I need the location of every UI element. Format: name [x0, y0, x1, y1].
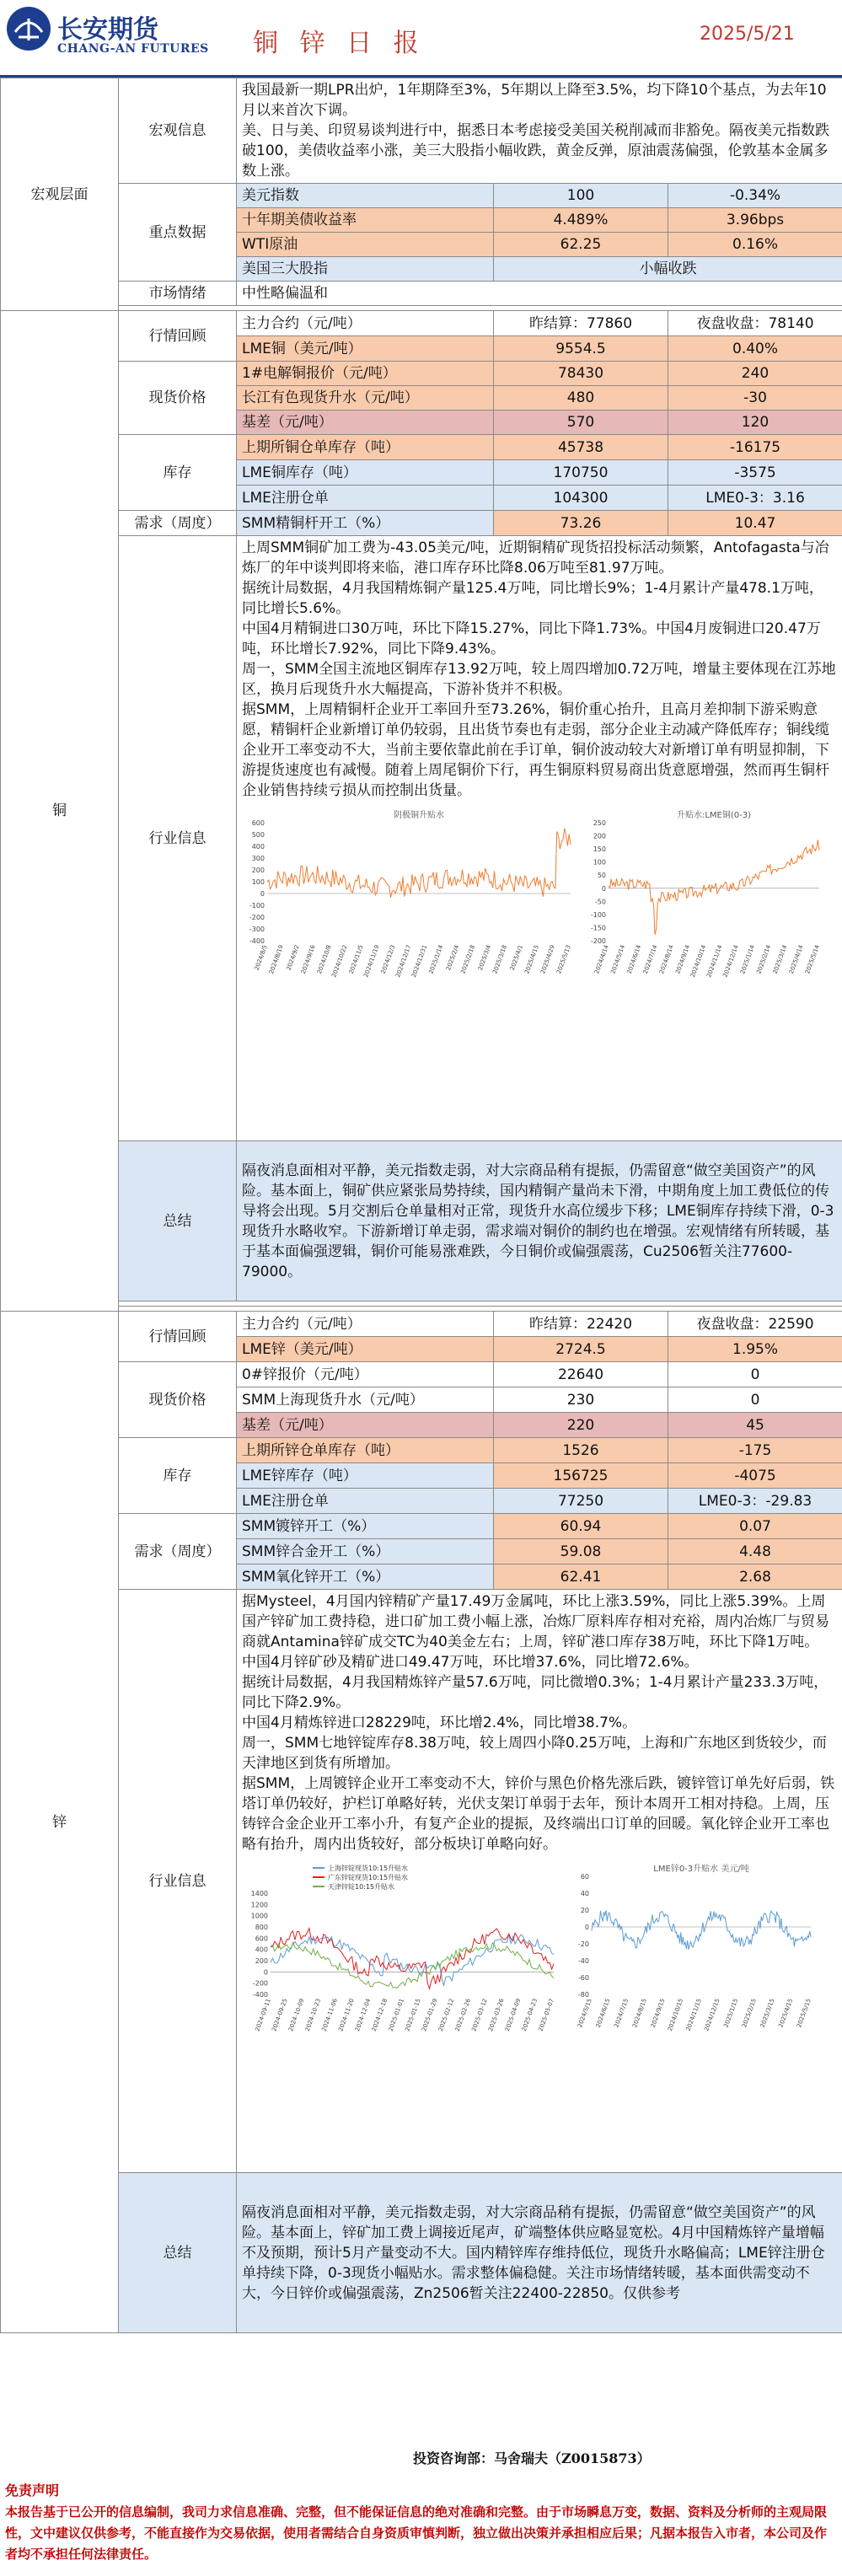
- x-tick-label: 2025-04-09: [503, 1997, 523, 2032]
- x-tick-label: 2025-01-15: [404, 1997, 422, 2032]
- x-tick-label: 2024-10-23: [303, 1997, 323, 2032]
- y-tick-label: -200: [249, 914, 265, 921]
- x-tick-label: 2024/9/2: [285, 943, 301, 972]
- key-row-value: 100: [494, 184, 668, 208]
- copper-industry-label: 行业信息: [119, 536, 237, 1141]
- x-tick-label: 2024/8/5: [253, 943, 269, 972]
- x-tick-label: 2024-12-04: [354, 1997, 373, 2032]
- x-tick-label: 2025-02-12: [437, 1997, 456, 2032]
- x-tick-label: 2024/12/14: [721, 943, 740, 979]
- zinc-industry-para: 周一，SMM七地锌锭库存8.38万吨，较上周四小降0.25万吨，上海和广东地区到货较少，而天津地区到货有所增加。: [242, 1735, 827, 1772]
- lme-copper-spread-chart-svg: [583, 806, 823, 1000]
- y-tick-label: -40: [577, 1957, 589, 1965]
- y-tick-label: -20: [577, 1940, 589, 1948]
- legend-label: 广东锌锭现货10:15升贴水: [328, 1874, 409, 1881]
- zinc-lme-name: LME锌（美元/吨）: [237, 1337, 494, 1362]
- y-tick-label: 100: [251, 878, 265, 886]
- y-tick-label: 600: [255, 1935, 268, 1943]
- zinc-spot-change: 0: [668, 1387, 842, 1413]
- x-tick-label: 2025/5/15: [796, 1997, 813, 2029]
- zinc-inv-change: LME0-3：-29.83: [668, 1489, 842, 1514]
- copper-inventory-label: 库存: [119, 435, 237, 511]
- copper-inv-change: -16175: [668, 435, 842, 460]
- zinc-inv-name: LME注册仓单: [237, 1489, 494, 1514]
- copper-demand-label: 需求（周度）: [119, 511, 237, 536]
- copper-industry-para: 上周SMM铜矿加工费为-43.05美元/吨，近期铜精矿现货招投标活动频繁，Antofagasta与冶炼厂的年中谈判即将来临，港口库存环比降8.06万吨至81.97万吨。: [242, 539, 829, 577]
- lme-zinc-spread-chart: [566, 1860, 819, 2062]
- legend-label: 天津锌锭10:15升贴水: [328, 1883, 395, 1891]
- y-tick-label: -50: [594, 898, 606, 906]
- x-tick-label: 2024/8/15: [631, 1997, 648, 2029]
- x-tick-label: 2025/2/14: [755, 943, 773, 975]
- logo-emblem-icon: [7, 7, 51, 51]
- copper-night-close: 夜盘收盘：78140: [668, 311, 842, 336]
- x-tick-label: 2024/6/14: [625, 943, 643, 975]
- y-tick-label: 1000: [250, 1912, 268, 1920]
- x-tick-label: 2025-01-29: [421, 1997, 439, 2032]
- key-row-name: 美国三大股指: [237, 257, 494, 282]
- copper-demand-change: 10.47: [668, 511, 842, 536]
- x-tick-label: 2024/6/15: [594, 1997, 612, 2029]
- zinc-inv-value: 1526: [494, 1438, 668, 1463]
- y-tick-label: 0: [260, 890, 265, 898]
- report-table: [0, 78, 842, 2333]
- zinc-inv-value: 77250: [494, 1489, 668, 1514]
- report-footer: [0, 2441, 842, 2576]
- y-tick-label: 200: [251, 867, 265, 874]
- zinc-industry-para: 据Mysteel，4月国内锌精矿产量17.49万金属吨，环比上涨3.59%，同比上涨5.39%。上周国产锌矿加工费持稳，进口矿加工费小幅上涨，冶炼厂原料库存相对充裕，周内冶炼厂与贸易商就Antamina锌矿成交TC为40美金左右；上周，锌矿港口库存38万吨，环比下降1万吨。: [242, 1593, 829, 1650]
- zinc-demand-value: 62.41: [494, 1564, 668, 1590]
- legend-label: 上海锌锭现货10:15升贴水: [328, 1865, 409, 1872]
- zinc-industry-para: 据SMM，上周镀锌企业开工率变动不大，锌价与黑色价格先涨后跌，镀锌管订单先好后弱，铁塔订单仍较好，护栏订单略好转，光伏支架订单弱于去年，预计本周开工相对持稳。上周，压铸锌合金企业开工率小升，有复产企业的提振，及终端出口订单的回暖。氧化锌企业开工率也略有抬升，周内出货较好，部分板块订单略向好。: [242, 1775, 835, 1853]
- y-tick-label: 100: [593, 858, 606, 867]
- zinc-main-contract: 主力合约（元/吨）: [237, 1312, 494, 1337]
- zinc-industry-label: 行业信息: [119, 1590, 237, 2173]
- zinc-basis-value: 220: [494, 1413, 668, 1438]
- copper-inv-value: 45738: [494, 435, 668, 460]
- series-line: [609, 840, 819, 935]
- copper-premium-chart-svg: [242, 806, 579, 1000]
- zinc-demand-name: SMM镀锌开工（%）: [237, 1514, 494, 1539]
- copper-premium-chart: [242, 806, 579, 1000]
- x-tick-label: 2024/10/14: [689, 943, 708, 979]
- copper-basis-name: 基差（元/吨）: [237, 411, 494, 435]
- copper-quote-label: 行情回顾: [119, 311, 237, 362]
- macro-info-label: 宏观信息: [119, 78, 237, 184]
- x-tick-label: 2025/4/15: [523, 943, 540, 975]
- x-tick-label: 2025-01-01: [387, 1997, 405, 2032]
- zinc-demand-value: 59.08: [494, 1539, 668, 1564]
- zinc-industry-text: [237, 1590, 842, 2173]
- series-line: [592, 1910, 811, 1950]
- y-tick-label: -400: [252, 1991, 268, 1999]
- y-tick-label: 300: [251, 855, 265, 862]
- zinc-quote-label: 行情回顾: [119, 1312, 237, 1362]
- zinc-spot-label: 现货价格: [119, 1362, 237, 1438]
- x-tick-label: 2025-03-26: [487, 1997, 506, 2032]
- copper-spot-value: 78430: [494, 362, 668, 386]
- zinc-section-label: 锌: [1, 1312, 119, 2333]
- y-tick-label: 0: [263, 1968, 268, 1977]
- x-tick-label: 2024/11/19: [362, 943, 381, 979]
- x-tick-label: 2025/4/1: [508, 943, 525, 972]
- zinc-industry-para: 据统计局数据，4月我国精炼锌产量57.6万吨，同比微增0.3%；1-4月累计产量233.3万吨，同比下降2.9%。: [242, 1674, 829, 1711]
- zinc-basis-name: 基差（元/吨）: [237, 1413, 494, 1438]
- key-row-value: 小幅收跌: [494, 257, 842, 282]
- x-tick-label: 2024/11/14: [705, 943, 724, 979]
- copper-spot-label: 现货价格: [119, 362, 237, 435]
- x-tick-label: 2025/1/14: [739, 943, 756, 975]
- x-tick-label: 2025-05-07: [537, 1997, 555, 2032]
- key-row-name: 美元指数: [237, 184, 494, 208]
- x-tick-label: 2024/5/15: [577, 1997, 593, 2029]
- x-tick-label: 2025-04-23: [520, 1997, 539, 2032]
- y-tick-label: 0: [601, 884, 606, 893]
- copper-inv-value: 104300: [494, 486, 668, 511]
- sentiment-value: 中性略偏温和: [237, 282, 842, 306]
- x-tick-label: 2024/11/5: [347, 943, 365, 975]
- y-tick-label: 400: [251, 843, 265, 851]
- copper-industry-para: 据SMM，上周精铜杆企业开工率回升至73.26%，铜价重心抬升，且高月差抑制下游采购意愿，精铜杆企业新增订单仍较弱，且出货节奏也有走弱，部分企业主动减产降低库存；铜线缆企业开工率变动不大，当前主要依靠此前在手订单，铜价波动较大对新增订单有明显抑制，下游提货速度也有减慢。随着上周尾铜价下行，再生铜原料贸易商出货意愿增强，然而再生铜杆企业销售持续亏损从而控制出货量。: [242, 701, 829, 799]
- zinc-premium-chart: [242, 1860, 562, 2062]
- y-tick-label: 500: [251, 831, 265, 839]
- macro-section-label: 宏观层面: [1, 78, 119, 311]
- zinc-night-close: 夜盘收盘：22590: [668, 1312, 842, 1337]
- x-tick-label: 2024/9/16: [299, 943, 317, 975]
- lme-copper-spread-chart: [583, 806, 823, 1000]
- y-tick-label: 1400: [250, 1890, 268, 1897]
- x-tick-label: 2024-09-25: [271, 1997, 289, 2032]
- y-tick-label: 60: [580, 1873, 589, 1881]
- zinc-inv-value: 156725: [494, 1463, 668, 1489]
- copper-main-contract: 主力合约（元/吨）: [237, 311, 494, 336]
- y-tick-label: 0: [584, 1924, 589, 1931]
- x-tick-label: 2025/4/15: [777, 1997, 795, 2029]
- copper-inv-name: LME注册仓单: [237, 486, 494, 511]
- chart-title: LME锌0-3升贴水 美元/吨: [653, 1865, 749, 1874]
- zinc-spot-name: 0#锌报价（元/吨）: [237, 1362, 494, 1387]
- key-row-name: 十年期美债收益率: [237, 208, 494, 233]
- report-header: [0, 0, 842, 78]
- copper-inv-name: 上期所铜仓单库存（吨）: [237, 435, 494, 460]
- series-line: [267, 829, 571, 898]
- company-logo-icon: [7, 7, 51, 51]
- lme-zinc-spread-chart-svg: [566, 1860, 819, 2062]
- zinc-inventory-label: 库存: [119, 1438, 237, 1514]
- zinc-spot-name: SMM上海现货升水（元/吨）: [237, 1387, 494, 1413]
- zinc-inv-change: -4075: [668, 1463, 842, 1489]
- y-tick-label: 600: [251, 819, 265, 827]
- y-tick-label: 150: [593, 845, 606, 854]
- zinc-demand-change: 4.48: [668, 1539, 842, 1564]
- zinc-demand-name: SMM氧化锌开工（%）: [237, 1564, 494, 1590]
- x-tick-label: 2024/9/14: [674, 943, 692, 975]
- copper-spot-change: -30: [668, 386, 842, 411]
- y-tick-label: 20: [580, 1907, 589, 1914]
- zinc-spot-value: 230: [494, 1387, 668, 1413]
- y-tick-label: 800: [255, 1924, 268, 1931]
- zinc-basis-change: 45: [668, 1413, 842, 1438]
- copper-lme-price: 9554.5: [494, 336, 668, 362]
- x-tick-label: 2025-02-26: [453, 1997, 473, 2032]
- x-tick-label: 2025/4/29: [539, 943, 556, 975]
- copper-industry-para: 据统计局数据，4月我国精炼铜产量125.4万吨，同比增长9%；1-4月累计产量478.1万吨，同比增长5.6%。: [242, 580, 823, 617]
- x-tick-label: 2024/7/14: [641, 943, 659, 975]
- x-tick-label: 2025/2/15: [741, 1997, 758, 2029]
- x-tick-label: 2025/1/14: [427, 943, 445, 975]
- x-tick-label: 2025-03-12: [470, 1997, 489, 2032]
- x-tick-label: 2025/5/14: [804, 943, 821, 975]
- x-tick-label: 2024-12-18: [370, 1997, 389, 2032]
- y-tick-label: -200: [590, 937, 606, 945]
- x-tick-label: 2024/10/8: [315, 943, 333, 975]
- zinc-inv-name: 上期所锌仓单库存（吨）: [237, 1438, 494, 1463]
- x-tick-label: 2024/10/22: [330, 943, 349, 979]
- zinc-demand-label: 需求（周度）: [119, 1514, 237, 1590]
- copper-lme-change: 0.40%: [668, 336, 842, 362]
- y-tick-label: -100: [590, 910, 606, 919]
- x-tick-label: 2025/5/13: [555, 943, 572, 975]
- sentiment-label: 市场情绪: [119, 282, 237, 306]
- zinc-demand-change: 0.07: [668, 1514, 842, 1539]
- report-date: 2025/5/21: [700, 24, 795, 45]
- zinc-spot-change: 0: [668, 1362, 842, 1387]
- key-data-label: 重点数据: [119, 184, 237, 282]
- x-tick-label: 2024-10-09: [287, 1997, 306, 2032]
- key-row-name: WTI原油: [237, 233, 494, 257]
- x-tick-label: 2025/2/18: [459, 943, 477, 975]
- key-row-change: -0.34%: [668, 184, 842, 208]
- chart-title: 升贴水:LME铜(0-3): [676, 811, 752, 820]
- x-tick-label: 2024/12/31: [410, 943, 429, 979]
- zinc-spot-value: 22640: [494, 1362, 668, 1387]
- copper-inv-change: -3575: [668, 460, 842, 486]
- copper-inv-change: LME0-3：3.16: [668, 486, 842, 511]
- x-tick-label: 2025/1/15: [722, 1997, 740, 2029]
- copper-summary-text: 隔夜消息面相对平静，美元指数走弱，对大宗商品稍有提振，仍需留意“做空美国资产”的风险。基本面上，铜矿供应紧张局势持续，国内精铜产量尚未下滑，中期角度上加工费低位的传导将会出现。5月交割后仓单量相对正常，现货升水高位缓步下移；LME铜库存持续下滑，0-3现货升水略收窄。下游新增订单走弱，需求端对铜价的制约也在增强。宏观情绪有所转暖，基于基本面偏强逻辑，铜价可能易涨难跌，今日铜价或偏强震荡，Cu2506暂关注77600-79000。: [237, 1141, 842, 1301]
- y-tick-label: 200: [593, 832, 606, 840]
- zinc-demand-value: 60.94: [494, 1514, 668, 1539]
- y-tick-label: -150: [590, 924, 606, 932]
- x-tick-label: 2025/4/14: [787, 943, 805, 975]
- y-tick-label: 1200: [250, 1901, 268, 1909]
- series-line: [271, 1935, 554, 1986]
- key-row-change: 0.16%: [668, 233, 842, 257]
- contact-info: 投资咨询部：马舍瑞夫（Z0015873）: [413, 2450, 651, 2466]
- chart-title: 阴极铜升贴水: [394, 811, 444, 820]
- copper-inv-value: 170750: [494, 460, 668, 486]
- key-row-change: 3.96bps: [668, 208, 842, 233]
- zinc-summary-label: 总结: [119, 2173, 237, 2333]
- copper-spot-name: 1#电解铜报价（元/吨）: [237, 362, 494, 386]
- x-tick-label: 2024/9/15: [649, 1997, 667, 2029]
- zinc-industry-para: 中国4月锌矿砂及精矿进口49.47万吨，环比增37.6%，同比增72.6%。: [242, 1654, 699, 1671]
- y-tick-label: -80: [577, 1991, 589, 1999]
- x-tick-label: 2025/3/18: [491, 943, 509, 975]
- zinc-settle: 昨结算：22420: [494, 1312, 668, 1337]
- x-tick-label: 2025/3/15: [759, 1997, 776, 2029]
- copper-summary-label: 总结: [119, 1141, 237, 1301]
- macro-info-line: 我国最新一期LPR出炉，1年期降至3%，5年期以上降至3.5%，均下降10个基点，为去年10月以来首次下调。: [242, 82, 827, 119]
- key-row-value: 4.489%: [494, 208, 668, 233]
- key-row-value: 62.25: [494, 233, 668, 257]
- copper-spot-change: 240: [668, 362, 842, 386]
- x-tick-label: 2024/12/15: [703, 1997, 721, 2032]
- copper-spot-value: 480: [494, 386, 668, 411]
- zinc-lme-change: 1.95%: [668, 1337, 842, 1362]
- company-name-cn: 长安期货: [57, 15, 158, 45]
- x-tick-label: 2024/11/15: [684, 1997, 703, 2032]
- copper-spot-name: 长江有色现货升水（元/吨）: [237, 386, 494, 411]
- copper-basis-change: 120: [668, 411, 842, 435]
- y-tick-label: -400: [249, 937, 265, 945]
- y-tick-label: 250: [593, 819, 606, 827]
- macro-info-line: 美、日与美、印贸易谈判进行中，据悉日本考虑接受美国关税削减而非豁免。隔夜美元指数跌破100，美债收益率小涨，美三大股指小幅收跌，黄金反弹，原油震荡偏强，伦敦基本金属多数上涨。: [242, 122, 829, 180]
- zinc-summary-text: 隔夜消息面相对平静，美元指数走弱，对大宗商品稍有提振，仍需留意“做空美国资产”的风险。基本面上，锌矿加工费上调接近尾声，矿端整体供应略显宽松。4月中国精炼锌产量增幅不及预期，预计5月产量变动不大。国内精锌库存维持低位，现货升水略偏高；LME锌注册仓单持续下降，0-3现货小幅贴水。需求整体偏稳健。关注市场情绪转暖，基本面供需变动不大，今日锌价或偏强震荡，Zn2506暂关注22400-22850。仅供参考: [237, 2173, 842, 2333]
- x-tick-label: 2025/3/14: [771, 943, 789, 975]
- x-tick-label: 2024/10/15: [666, 1997, 685, 2032]
- copper-basis-value: 570: [494, 411, 668, 435]
- zinc-demand-name: SMM锌合金开工（%）: [237, 1539, 494, 1564]
- x-tick-label: 2025/3/4: [476, 943, 493, 972]
- y-tick-label: -100: [249, 902, 265, 910]
- x-tick-label: 2025/2/4: [444, 943, 461, 972]
- report-title: 铜 锌 日 报: [253, 29, 426, 58]
- zinc-demand-change: 2.68: [668, 1564, 842, 1590]
- x-tick-label: 2024/8/14: [658, 943, 675, 975]
- x-tick-label: 2024/4/14: [593, 943, 610, 975]
- y-tick-label: -200: [252, 1979, 268, 1988]
- disclaimer-text: 本报告基于已公开的信息编制，我司力求信息准确、完整，但不能保证信息的绝对准确和完整。由于市场瞬息万变，数据、资料及分析师的主观局限性，文中建议仅供参考，不能直接作为交易依据，使用者需结合自身资质审慎判断，独立做出决策并承担相应后果；凡据本报告入市者，本公司及作者均不承担任何法律责任。: [5, 2504, 828, 2562]
- y-tick-label: 50: [597, 872, 606, 880]
- copper-section-label: 铜: [1, 311, 119, 1312]
- y-tick-label: -300: [249, 926, 265, 933]
- x-tick-label: 2024/12/3: [379, 943, 397, 975]
- y-tick-label: 400: [255, 1945, 268, 1954]
- x-tick-label: 2024/5/14: [609, 943, 627, 975]
- x-tick-label: 2024-11-20: [337, 1997, 356, 2032]
- copper-inv-name: LME铜库存（吨）: [237, 460, 494, 486]
- x-tick-label: 2024/7/15: [613, 1997, 630, 2029]
- y-tick-label: 200: [255, 1957, 268, 1965]
- x-tick-label: 2024-11-06: [320, 1997, 339, 2032]
- zinc-industry-para: 中国4月精炼锌进口28229吨，环比增2.4%，同比增38.7%。: [242, 1715, 637, 1731]
- zinc-inv-change: -175: [668, 1438, 842, 1463]
- company-name-en: CHANG-AN FUTURES: [57, 42, 209, 56]
- y-tick-label: -60: [577, 1974, 589, 1982]
- zinc-inv-name: LME锌库存（吨）: [237, 1463, 494, 1489]
- x-tick-label: 2024/8/19: [268, 943, 285, 975]
- zinc-lme-price: 2724.5: [494, 1337, 668, 1362]
- copper-industry-text: [237, 536, 842, 1141]
- copper-charts: [242, 806, 837, 1008]
- copper-industry-para: 周一，SMM全国主流地区铜库存13.92万吨，较上周四增加0.72万吨，增量主要体现在江苏地区，换月后现货升水大幅提高，下游补货并不积极。: [242, 661, 836, 698]
- disclaimer-title: 免责声明: [5, 2482, 60, 2498]
- x-tick-label: 2024/12/17: [394, 943, 413, 979]
- copper-settle: 昨结算：77860: [494, 311, 668, 336]
- zinc-charts: [242, 1860, 837, 2070]
- y-tick-label: 40: [580, 1890, 589, 1897]
- copper-demand-value: 73.26: [494, 511, 668, 536]
- copper-demand-name: SMM精铜杆开工（%）: [237, 511, 494, 536]
- copper-industry-para: 中国4月精铜进口30万吨，环比下降15.27%，同比下降1.73%。中国4月废铜进口20.47万吨，环比增长7.92%，同比下降9.43%。: [242, 620, 821, 657]
- x-tick-label: 2024-09-11: [254, 1997, 272, 2032]
- zinc-premium-chart-svg: [242, 1860, 562, 2062]
- macro-info-text: [237, 78, 842, 184]
- copper-lme-name: LME铜（美元/吨）: [237, 336, 494, 362]
